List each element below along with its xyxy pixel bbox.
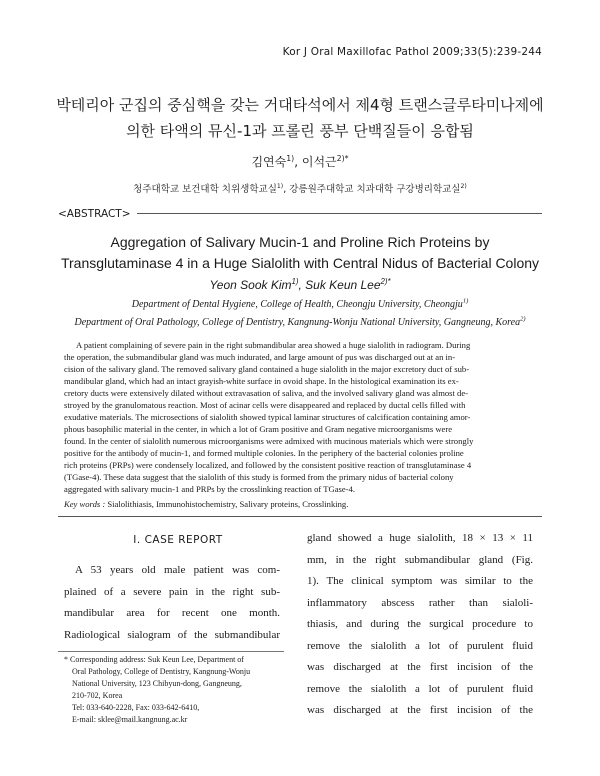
english-affiliation-2-text: Department of Oral Pathology, College of Dentistry, Kangnung-Wonju National University, Gangneung, Korea	[74, 317, 521, 328]
body-line: gland showed a huge sialolith, 18 × 13 × 11	[307, 532, 533, 544]
body-line: was discharged at the first incision of the	[307, 661, 533, 673]
english-affiliation-2	[58, 317, 542, 328]
english-affiliation-1-sup: 1)	[462, 297, 469, 305]
abstract-line: cision of the salivary gland. The removed salivary gland contained a huge sialolith in the major excretory duct of sub-	[64, 364, 470, 374]
english-authors	[0, 278, 600, 292]
korean-author-separator: ,	[294, 155, 302, 169]
korean-affiliation-separator: ,	[283, 184, 290, 195]
korean-author-2: 이석근	[301, 155, 337, 169]
footnote-divider	[58, 651, 284, 652]
body-line: A 53 years old male patient was com-	[75, 564, 280, 576]
footnote-line: 210-702, Korea	[72, 691, 123, 700]
abstract-line: phous basophilic material in the center, in which a lot of Gram positive and Gram negative microorganisms were	[64, 424, 453, 434]
abstract-line: exudative materials. The microsections of sialolith showed typical laminar structures of calcification containing amor-	[64, 412, 471, 422]
body-right-column	[307, 528, 533, 722]
abstract-line: the operation, the submandibular gland was much indurated, and large amount of pus was discharged out at an in-	[64, 352, 456, 362]
body-left-column	[64, 560, 280, 646]
body-line: was discharged at the first incision of the	[307, 704, 533, 716]
english-author-2-sup: 2)*	[380, 277, 391, 286]
abstract-line: cretory ducts were extensively dilated without extravasation of saliva, and the involved salivary gland was almost de-	[64, 388, 469, 398]
footnote-line: National University, 123 Chibyun-dong, Gangneung,	[72, 679, 242, 688]
abstract-line: aggregated with salivary mucin-1 and PRPs by the crosslinking reaction of TGase-4.	[64, 484, 356, 494]
korean-affiliations	[0, 181, 600, 195]
corresponding-address-footnote	[64, 654, 286, 726]
korean-author-1: 김연숙	[251, 155, 287, 169]
keywords-text: Sialolithiasis, Immunohistochemistry, Salivary proteins, Crosslinking.	[105, 499, 349, 509]
abstract-line: found. In the center of sialolith numerous microorganisms were admixed with mucinous materials which were strongly	[64, 436, 474, 446]
body-line: 1). The clinical symptom was similar to the	[307, 575, 533, 587]
footnote-line: Tel: 033-640-2228, Fax: 033-642-6410,	[72, 703, 200, 712]
english-affiliation-1	[58, 299, 542, 310]
body-line: remove the sialolith a lot of purulent fluid	[307, 682, 533, 695]
body-line: plained of a severe pain in the right sub-	[64, 585, 280, 598]
body-line: mm, in the right submandibular gland (Fig.	[307, 553, 533, 566]
journal-citation: Kor J Oral Maxillofac Pathol 2009;33(5):239-244	[282, 46, 542, 58]
keywords-divider	[58, 516, 542, 517]
english-affiliation-1-text: Department of Dental Hygiene, College of Health, Cheongju University, Cheongju	[131, 299, 463, 310]
abstract-line: stroyed by the granulomatous reaction. Most of acinar cells were disappeared and replaced by ductal cells filled with	[64, 400, 466, 410]
english-affiliation-2-sup: 2)	[520, 315, 526, 323]
footnote-line: Oral Pathology, College of Dentistry, Kangnung-Wonju	[72, 667, 251, 676]
abstract-line: mandibular gland, which had an intact grayish-white surface in ovoid shape. In the histological examination its ex-	[64, 376, 459, 386]
abstract-label: <ABSTRACT>	[58, 208, 137, 220]
abstract-line: rich proteins (PRPs) were condensely localized, and followed by the consistent positive reaction of transglutaminase 4	[64, 460, 472, 470]
english-title-line-2: Transglutaminase 4 in a Huge Sialolith with Central Nidus of Bacterial Colony	[60, 255, 540, 271]
english-author-separator: ,	[298, 278, 306, 292]
korean-affiliation-2-sup: 2)	[460, 182, 467, 190]
section-heading: I. CASE REPORT	[133, 534, 223, 546]
abstract-line: A patient complaining of severe pain in the right submandibular area showed a huge sialolith in radiogram. During	[76, 340, 471, 350]
keywords	[64, 499, 538, 509]
english-author-1-sup: 1)	[291, 277, 299, 286]
body-line: inflammatory abscess rather than sialoli-	[307, 596, 533, 609]
korean-title-line-1: 박테리아 군집의 중심핵을 갖는 거대타석에서 제4형 트랜스글루타미나제에	[56, 96, 544, 114]
korean-affiliation-1-sup: 1)	[276, 182, 284, 190]
abstract-line: (TGase-4). These data suggest that the sialolith of this study is formed from the primary nidus of bacterial colony	[64, 472, 454, 482]
korean-affiliation-2: 강릉원주대학교 치과대학 구강병리학교실	[289, 184, 461, 195]
korean-author-2-sup: 2)*	[336, 154, 349, 163]
abstract-line: positive for the antibody of mucin-1, and formed multiple colonies. In the periphery of the bacterial colonies proline	[64, 448, 464, 458]
footnote-line: E-mail: sklee@mail.kangnung.ac.kr	[72, 715, 188, 724]
keywords-label: Key words :	[64, 499, 106, 509]
korean-title-line-2: 의한 타액의 뮤신-1과 프롤린 풍부 단백질들이 응합됨	[126, 122, 474, 140]
abstract-body	[64, 339, 538, 495]
footnote-line: * Corresponding address: Suk Keun Lee, Department of	[64, 655, 244, 664]
korean-author-1-sup: 1)	[286, 154, 295, 163]
body-line: remove the sialolith a lot of purulent fluid	[307, 639, 533, 652]
english-author-2: Suk Keun Lee	[305, 278, 381, 292]
body-line: Radiological sialogram of the submandibular	[64, 628, 280, 641]
body-line: thiasis, and during the surgical procedure to	[307, 618, 533, 630]
korean-authors	[0, 153, 600, 170]
korean-affiliation-1: 청주대학교 보건대학 치위생학교실	[133, 184, 277, 195]
english-author-1: Yeon Sook Kim	[209, 278, 292, 292]
english-title-line-1: Aggregation of Salivary Mucin-1 and Proline Rich Proteins by	[110, 234, 490, 250]
body-line: mandibular area for recent one month.	[64, 607, 280, 619]
